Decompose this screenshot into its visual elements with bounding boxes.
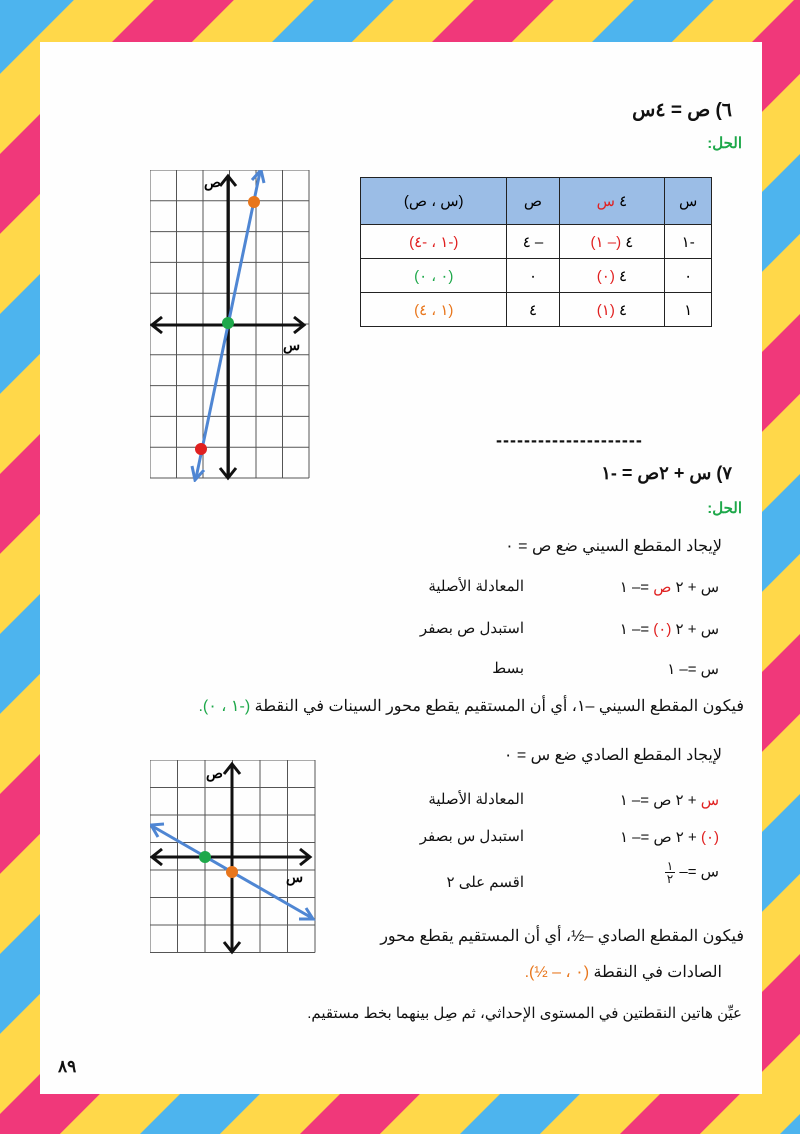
x-step-equation: س + ٢ ص =– ١ <box>619 579 719 596</box>
cell-y: ٠ <box>507 259 559 293</box>
table-row <box>361 259 712 293</box>
exercise-6-heading: ٦) ص = ٤س <box>632 100 732 121</box>
section-divider: --------------------- <box>496 430 643 450</box>
header-expression: ٤ س <box>559 178 665 225</box>
page-number: ٨٩ <box>58 1057 77 1076</box>
solution-label-7: الحل: <box>707 500 742 517</box>
table-row <box>361 225 712 259</box>
cell-expression: ٤ (– ١) <box>559 225 665 259</box>
cell-x: -١ <box>665 225 712 259</box>
header-x: س <box>665 178 712 225</box>
y-intercept-conclusion-line1: فيكون المقطع الصادي –½، أي أن المستقيم يقطع محور <box>380 928 744 945</box>
y-step-equation: (٠) + ٢ ص =– ١ <box>619 829 719 846</box>
header-y: ص <box>507 178 559 225</box>
y-axis-label: ص <box>204 174 221 190</box>
cell-expression: ٤ (١) <box>559 293 665 327</box>
x-step-equation: س =– ١ <box>667 661 719 678</box>
x-axis-label: س <box>283 337 301 353</box>
point-0-neg-half <box>226 866 238 878</box>
y-axis-label: ص <box>206 765 223 781</box>
point-neg1-neg4 <box>195 443 207 455</box>
point-neg1-0 <box>199 851 211 863</box>
y-step-note: استبدل س بصفر <box>419 828 524 845</box>
x-intercept-intro: لإيجاد المقطع السيني ضع ص = ٠ <box>505 538 722 555</box>
graph-x-plus-2y-equals-neg1 <box>150 760 316 956</box>
cell-expression: ٤ (٠) <box>559 259 665 293</box>
exercise-7-heading: ٧) س + ٢ص = -١ <box>601 463 732 483</box>
fraction-one-half: $\frac{١}{٢}$ <box>666 859 674 886</box>
y-step-equation: س + ٢ ص =– ١ <box>619 792 719 809</box>
y-step-note: المعادلة الأصلية <box>428 791 524 808</box>
final-instruction: عيِّن هاتين النقطتين في المستوى الإحداثي، ثم صِل بينهما بخط مستقيم. <box>307 1005 742 1022</box>
x-step-note: بسط <box>492 660 524 677</box>
header-pair: (س ، ص) <box>361 178 507 225</box>
x-step-note: استبدل ص بصفر <box>419 620 524 637</box>
y-step-note: اقسم على ٢ <box>446 874 524 891</box>
solution-label-6: الحل: <box>707 135 742 152</box>
y-step-equation: س =– $\frac{١}{٢}$ <box>666 859 719 886</box>
cell-pair: (-١ ، -٤) <box>361 225 507 259</box>
cell-y: ٤ <box>507 293 559 327</box>
cell-x: ٠ <box>665 259 712 293</box>
x-intercept-conclusion: فيكون المقطع السيني –١، أي أن المستقيم يقطع محور السينات في النقطة (-١ ، ٠). <box>198 698 744 715</box>
x-step-equation: س + ٢ (٠) =– ١ <box>619 621 719 638</box>
cell-y: – ٤ <box>507 225 559 259</box>
table-header-row <box>361 178 712 225</box>
x-step-note: المعادلة الأصلية <box>428 578 524 595</box>
x-axis-label: س <box>286 869 304 885</box>
graph-y-equals-4x <box>150 170 310 482</box>
y-intercept-intro: لإيجاد المقطع الصادي ضع س = ٠ <box>503 747 722 764</box>
values-table <box>360 177 712 327</box>
point-1-4 <box>248 196 260 208</box>
y-intercept-conclusion-line2: الصادات في النقطة (٠ ، – ½). <box>524 964 722 981</box>
cell-pair: (١ ، ٤) <box>361 293 507 327</box>
point-origin <box>222 317 234 329</box>
cell-x: ١ <box>665 293 712 327</box>
page-sheet <box>40 42 762 1094</box>
table-row <box>361 293 712 327</box>
cell-pair: (٠ ، ٠) <box>361 259 507 293</box>
